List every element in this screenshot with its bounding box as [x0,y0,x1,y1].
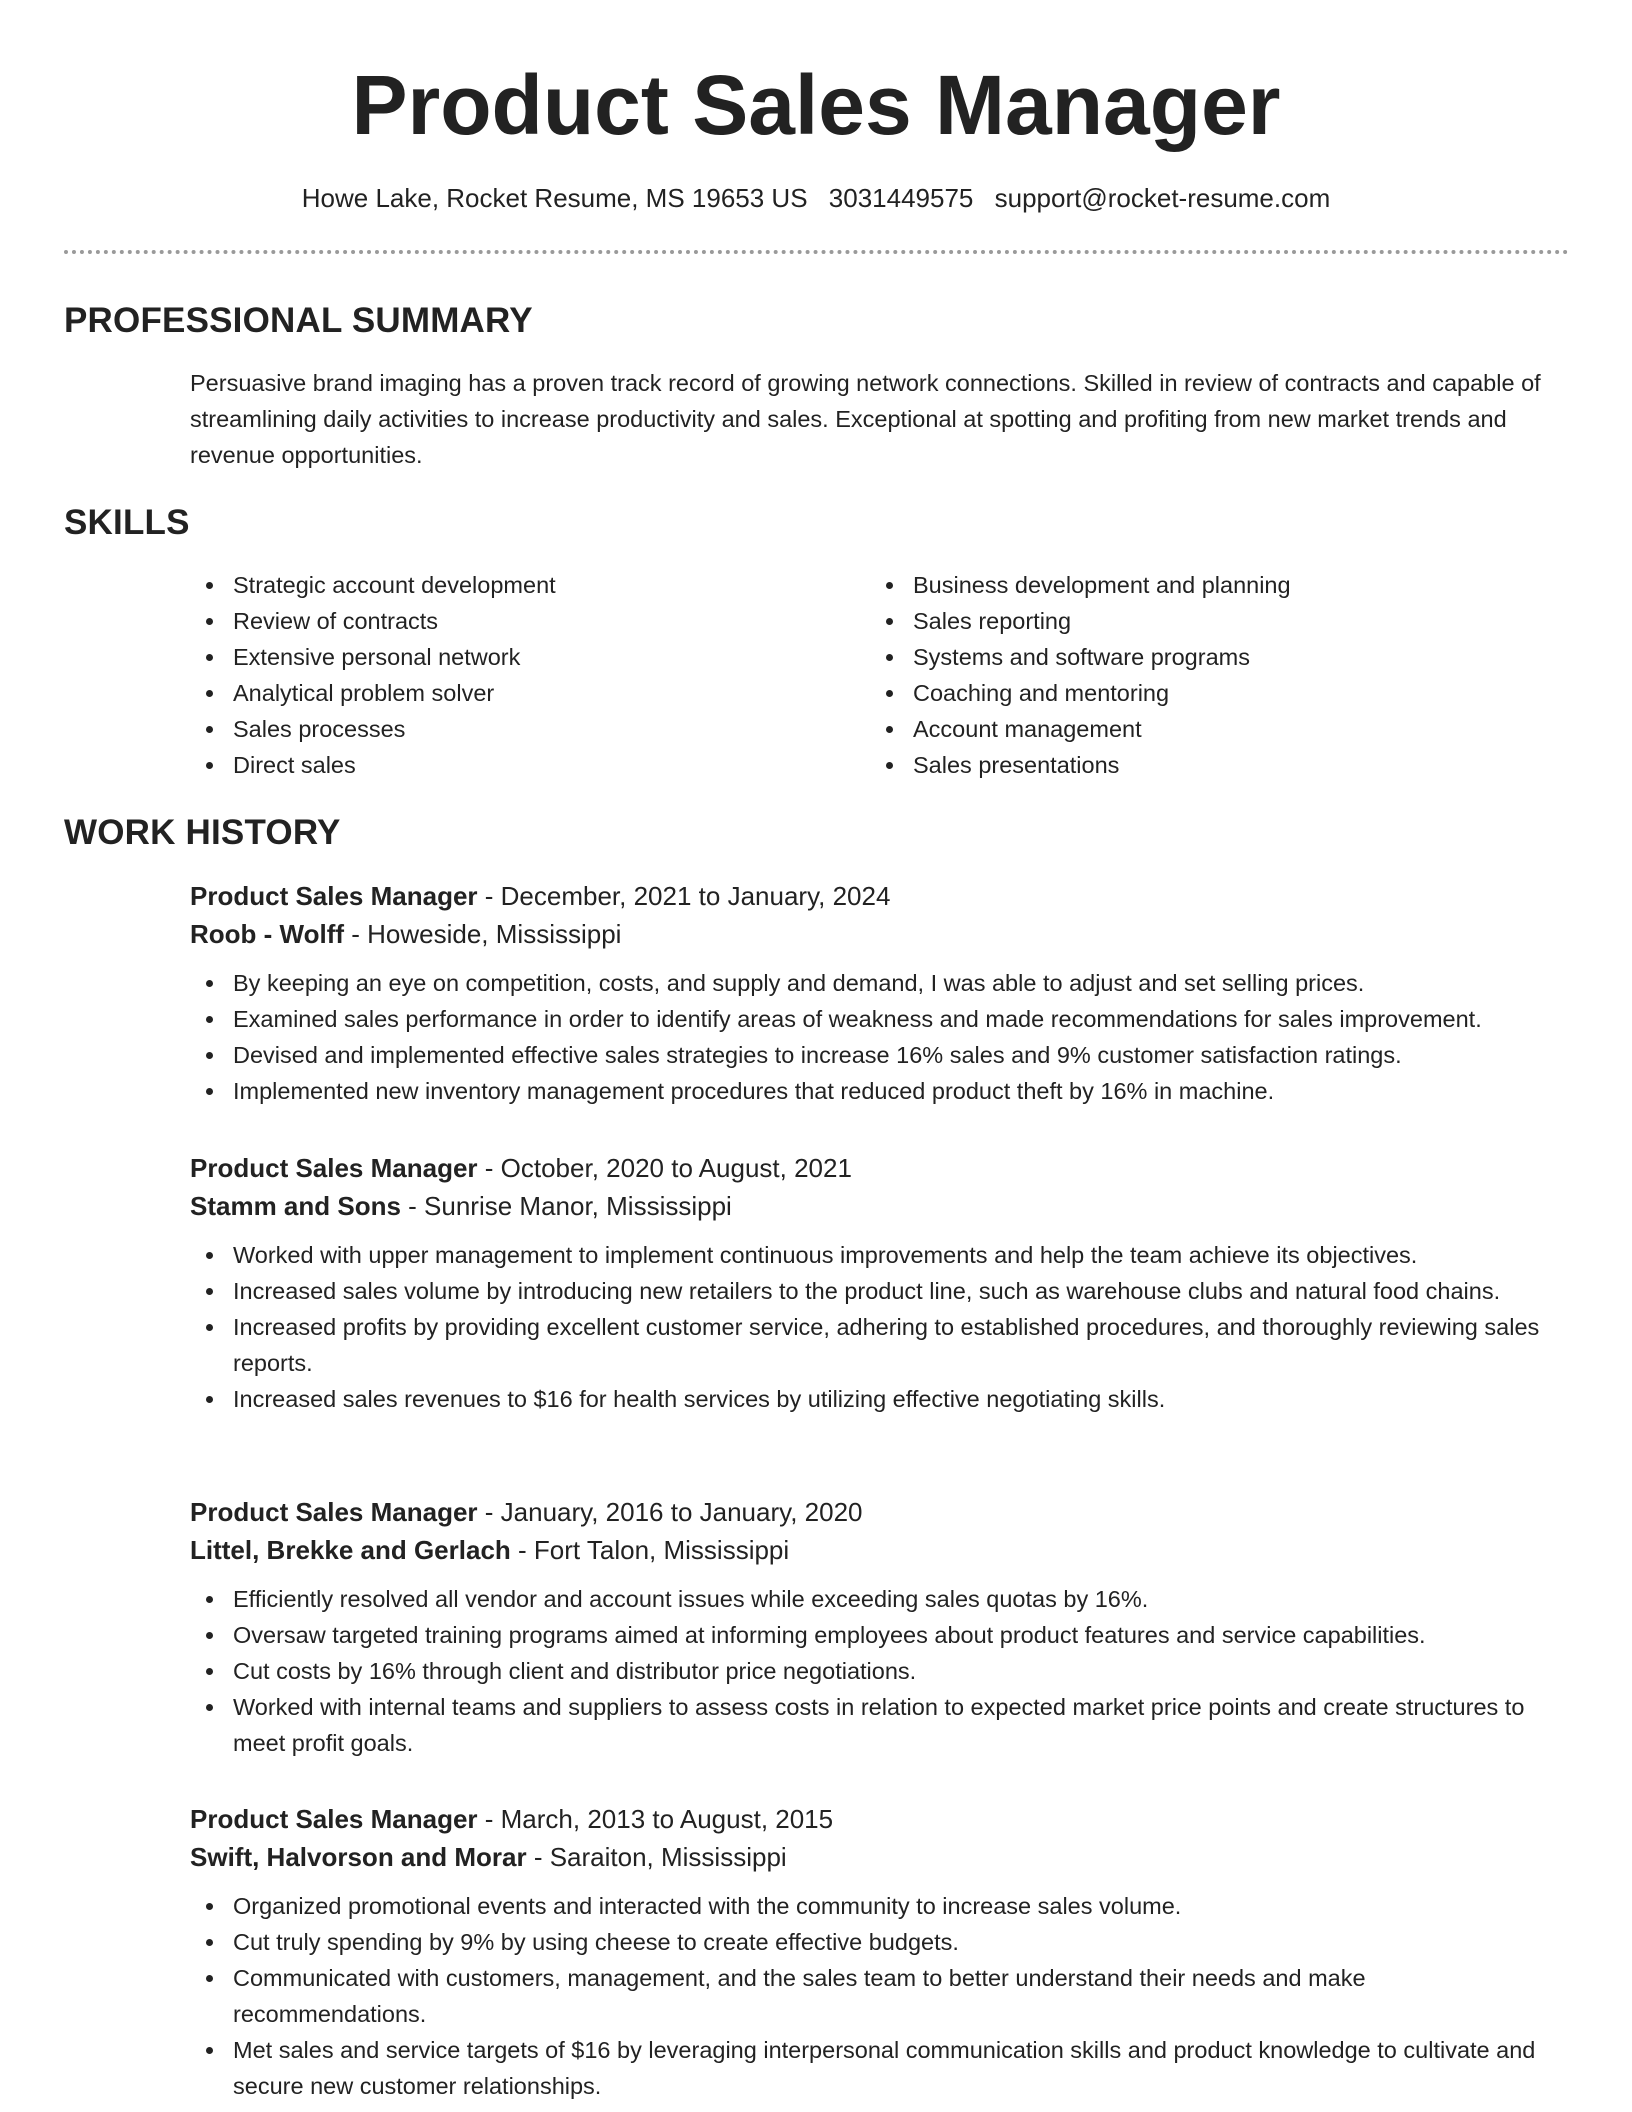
job-dates: - October, 2020 to August, 2021 [477,1153,852,1183]
job-bullets [190,1888,1565,2104]
job-bullets [190,965,1590,1109]
job-role-line [190,1800,1590,1838]
skill-item: Account management [870,711,1510,747]
job-role: Product Sales Manager [190,1153,478,1183]
job-bullet: Devised and implemented effective sales strategies to increase 16% sales and 9% customer satisfaction ratings. [190,1037,1590,1073]
job-bullet: Cut costs by 16% through client and distributor price negotiations. [190,1653,1565,1689]
job-bullet: Met sales and service targets of $16 by leveraging interpersonal communication skills and product knowledge to cultivate and secure new customer relationships. [190,2032,1565,2104]
resume-title: Product Sales Manager [351,58,1281,152]
job-bullet: Implemented new inventory management procedures that reduced product theft by 16% in machine. [190,1073,1590,1109]
job-company-line [190,1187,1590,1225]
skills-heading: SKILLS [64,503,190,542]
job-entry [190,1493,1590,1761]
skill-item: Extensive personal network [190,639,830,675]
job-role-line [190,877,1590,915]
job-bullet: Cut truly spending by 9% by using cheese to create effective budgets. [190,1924,1565,1960]
job-bullets [190,1237,1565,1417]
job-company: Littel, Brekke and Gerlach [190,1535,511,1565]
job-role-line [190,1149,1590,1187]
skill-item: Sales presentations [870,747,1510,783]
job-location: - Saraiton, Mississippi [526,1842,787,1872]
job-bullets [190,1581,1565,1761]
skill-item: Sales processes [190,711,830,747]
skill-item: Review of contracts [190,603,830,639]
job-bullet: Increased profits by providing excellent customer service, adhering to established procedures, and thoroughly reviewing sales reports. [190,1309,1565,1381]
contact-address: Howe Lake, Rocket Resume, MS 19653 US [301,183,808,213]
work-history-heading: WORK HISTORY [64,813,341,852]
job-dates: - December, 2021 to January, 2024 [477,881,891,911]
skill-item: Strategic account development [190,567,830,603]
contact-email: support@rocket-resume.com [994,183,1331,213]
contact-phone: 3031449575 [828,183,974,213]
job-bullet: Increased sales volume by introducing new retailers to the product line, such as warehouse clubs and natural food chains. [190,1273,1565,1309]
job-bullet: Oversaw targeted training programs aimed at informing employees about product features and service capabilities. [190,1617,1565,1653]
job-company-line [190,1531,1590,1569]
job-role-line [190,1493,1590,1531]
job-location: - Sunrise Manor, Mississippi [400,1191,732,1221]
job-bullet: Increased sales revenues to $16 for health services by utilizing effective negotiating skills. [190,1381,1565,1417]
skills-list-right [870,567,1510,783]
header-divider [64,250,1569,254]
skill-item: Systems and software programs [870,639,1510,675]
job-role: Product Sales Manager [190,1497,478,1527]
job-company: Stamm and Sons [190,1191,401,1221]
skill-item: Sales reporting [870,603,1510,639]
job-bullet: Organized promotional events and interacted with the community to increase sales volume. [190,1888,1565,1924]
summary-text: Persuasive brand imaging has a proven track record of growing network connections. Skilled in review of contracts and capable of streamlining daily activities to increase productivity and sales. Exceptional at spotting and profiting from new market trends and revenue opportunities. [190,370,1541,468]
job-bullet: Worked with upper management to implement continuous improvements and help the team achieve its objectives. [190,1237,1565,1273]
job-bullet: By keeping an eye on competition, costs, and supply and demand, I was able to adjust and set selling prices. [190,965,1590,1001]
skills-list-left [190,567,830,783]
job-entry [190,1800,1590,2104]
job-role: Product Sales Manager [190,1804,478,1834]
summary-heading: PROFESSIONAL SUMMARY [64,301,533,340]
job-bullet: Worked with internal teams and suppliers to assess costs in relation to expected market price points and create structures to meet profit goals. [190,1689,1565,1761]
contact-line [0,180,1632,216]
skill-item: Coaching and mentoring [870,675,1510,711]
job-company: Swift, Halvorson and Morar [190,1842,527,1872]
job-entry [190,877,1590,1109]
job-location: - Howeside, Mississippi [344,919,622,949]
skill-item: Direct sales [190,747,830,783]
job-bullet: Efficiently resolved all vendor and account issues while exceeding sales quotas by 16%. [190,1581,1565,1617]
job-company-line [190,1838,1590,1876]
job-bullet: Communicated with customers, management, and the sales team to better understand their needs and make recommendations. [190,1960,1565,2032]
job-dates: - January, 2016 to January, 2020 [477,1497,863,1527]
job-company: Roob - Wolff [190,919,345,949]
job-entry [190,1149,1590,1417]
job-role: Product Sales Manager [190,881,478,911]
skill-item: Business development and planning [870,567,1510,603]
job-location: - Fort Talon, Mississippi [510,1535,790,1565]
job-company-line [190,915,1590,953]
skill-item: Analytical problem solver [190,675,830,711]
job-bullet: Examined sales performance in order to identify areas of weakness and made recommendations for sales improvement. [190,1001,1590,1037]
job-dates: - March, 2013 to August, 2015 [477,1804,834,1834]
